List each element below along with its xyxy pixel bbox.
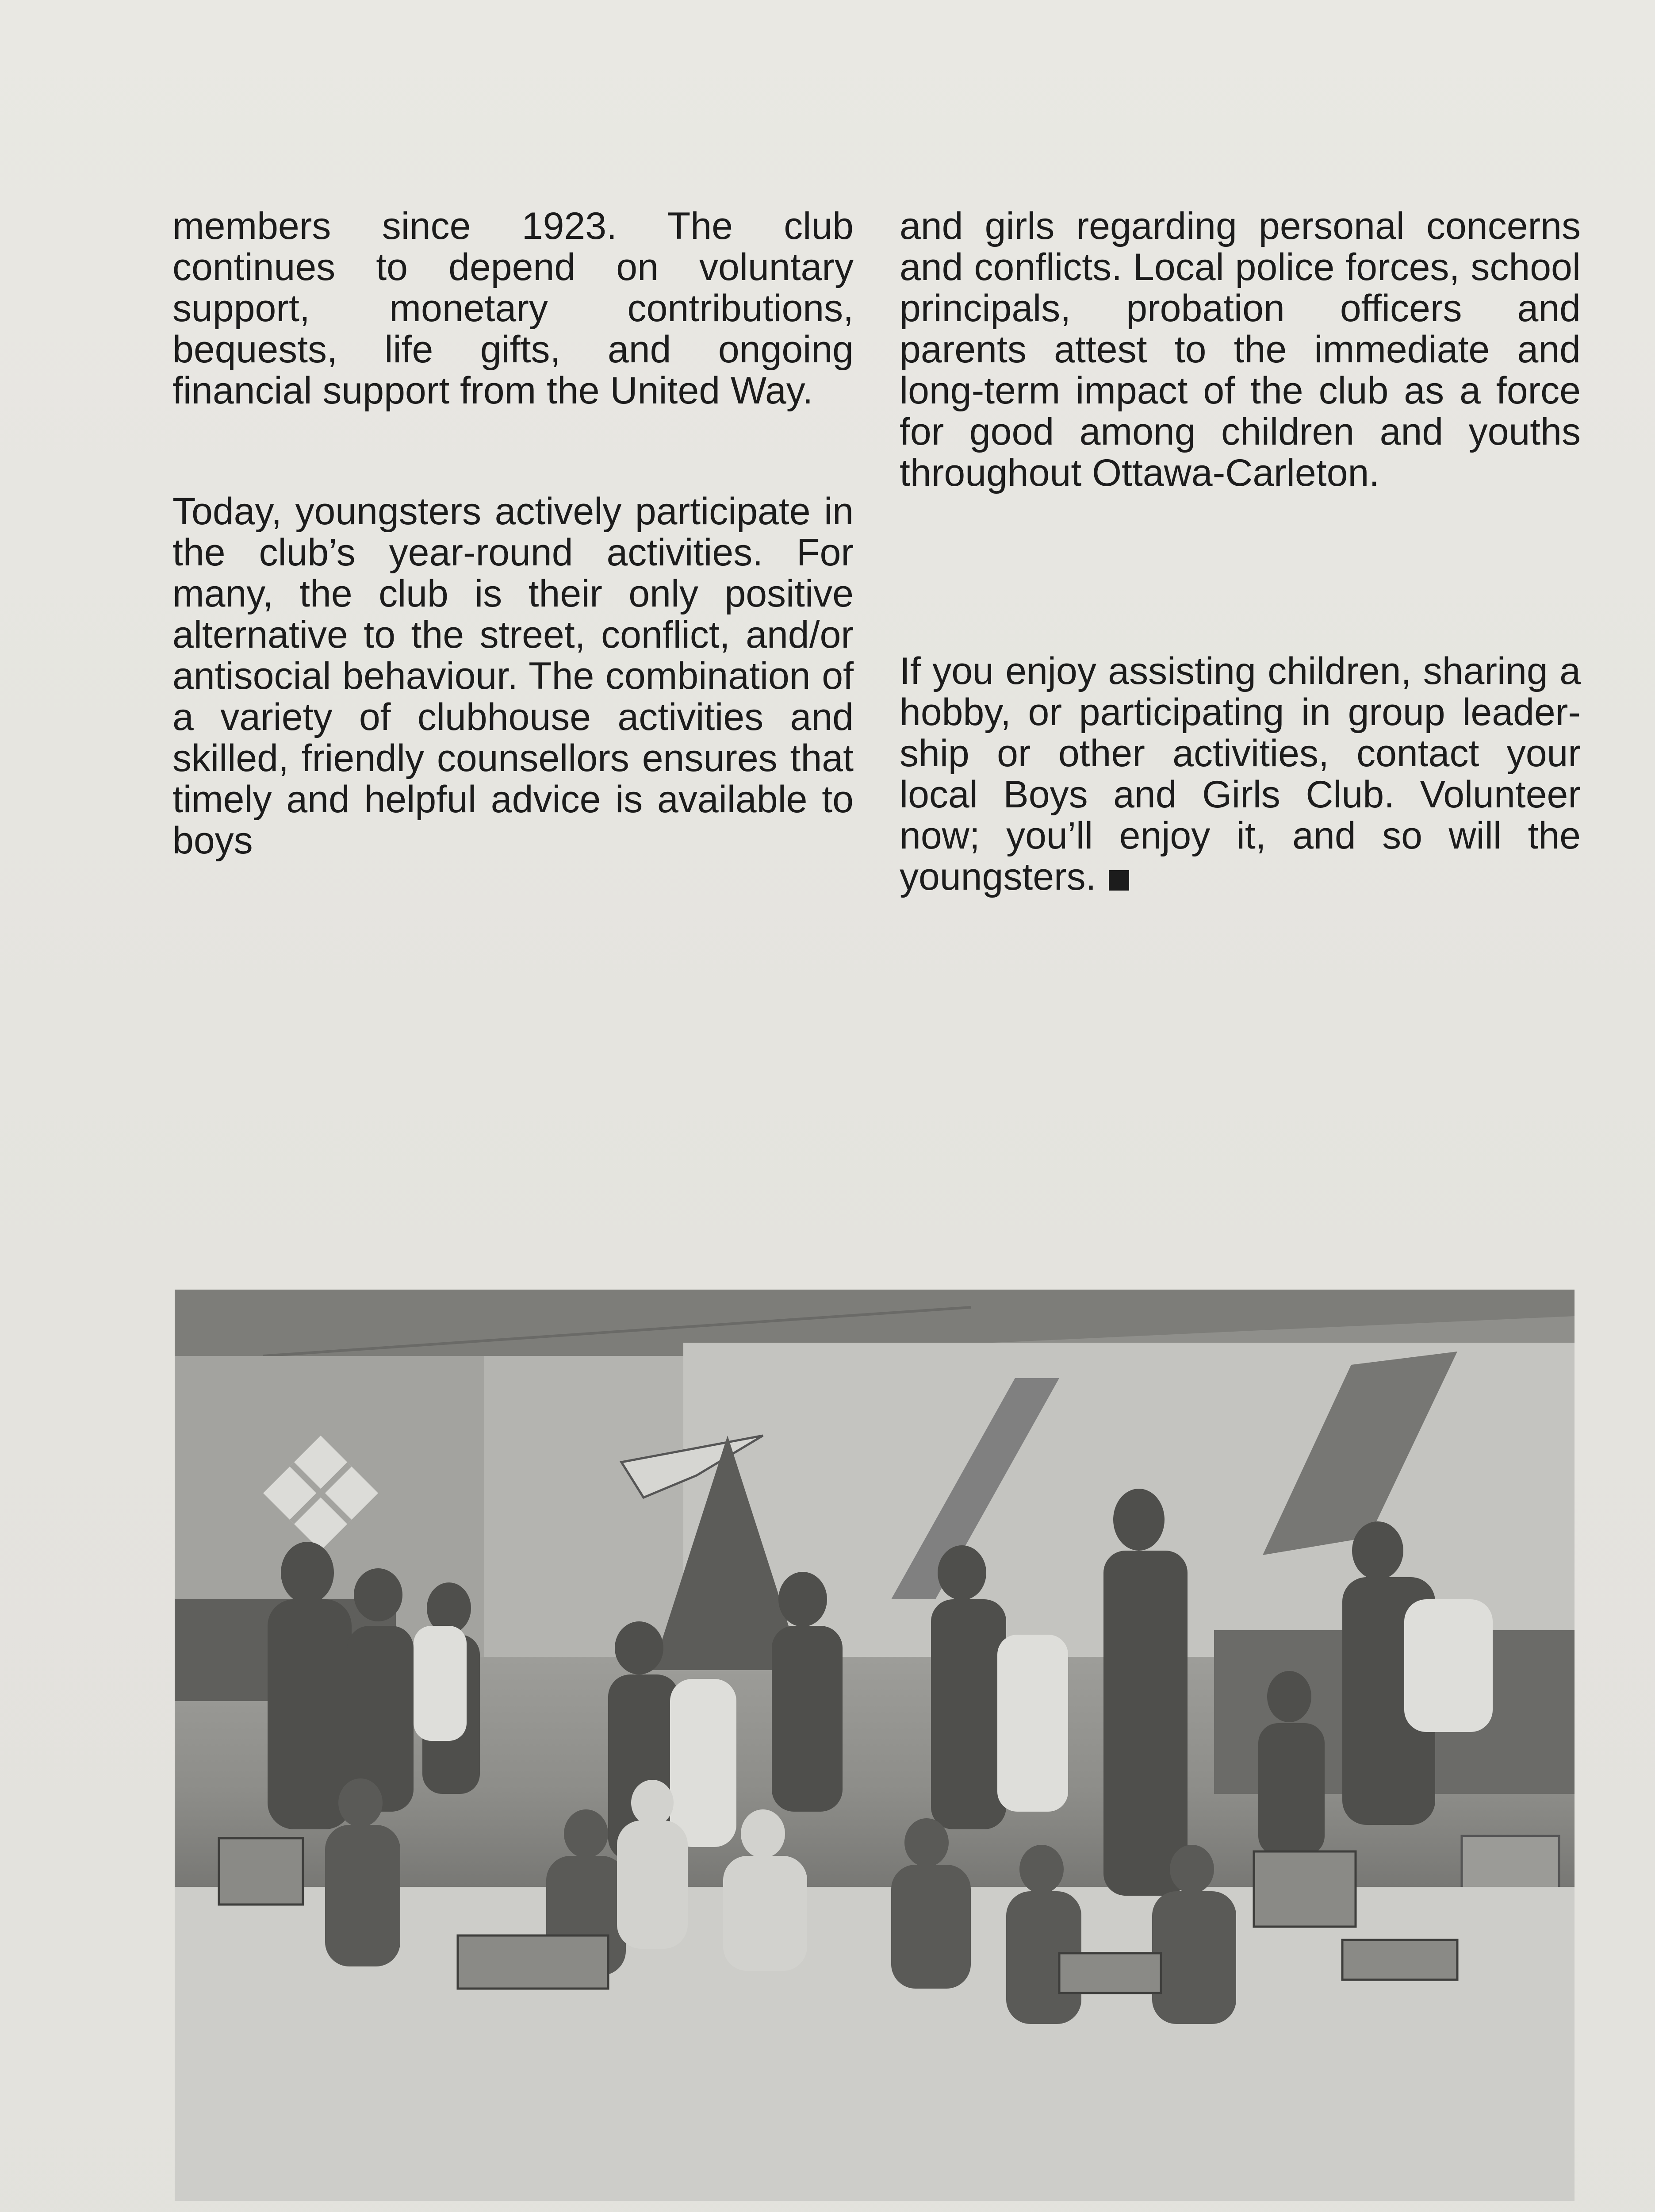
group-photo — [175, 1290, 1575, 2201]
left-text-column — [172, 206, 854, 861]
right-paragraph-1: and girls regarding personal concerns and conflicts. Local police forces, school principals, probation officers and parents attest to the immediate and long-term impact of the club as a force for good among children and youths throughout Ottawa-Carleton. — [900, 205, 1581, 494]
right-text-column — [900, 206, 1581, 898]
left-paragraph-1: members since 1923. The club continues to depend on voluntary support, monetary contributions, bequests, life gifts, and ongoing financial support from the United Way. — [172, 205, 854, 412]
end-of-article-mark — [1109, 870, 1129, 891]
left-paragraph-2: Today, youngsters actively participate in the club’s year-round activities. For many, the club is their only positive alternative to the street, conflict, and/or antisocial behaviour. The combination of a variety of clubhouse activities and skilled, friendly counsellors ensures that timely and helpful advice is available to boys — [172, 490, 854, 862]
right-paragraph-2 — [900, 651, 1581, 898]
right-paragraph-2-text: If you enjoy assisting children, sharing a hobby, or participating in group leadership or other activities, contact your local Boys and Girls Club. Volunteer now; you’ll enjoy it, and so will the youngsters. — [900, 650, 1581, 898]
